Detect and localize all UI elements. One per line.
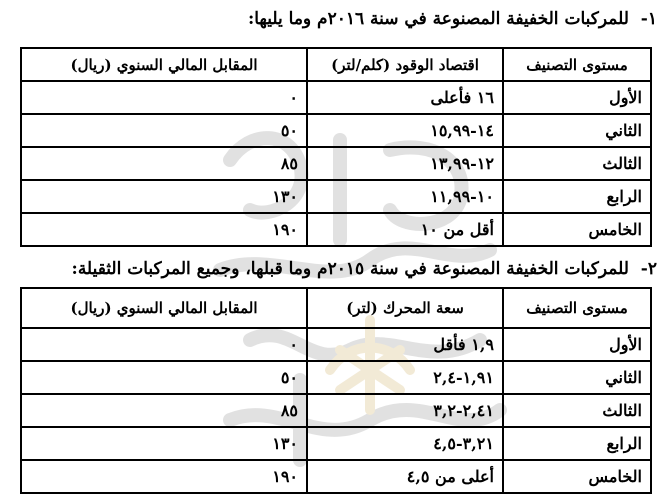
table-row [21,394,651,427]
column-header-fuel-economy: اقتصاد الوقود (كلم/لتر) [307,48,503,81]
table-row [21,328,651,361]
level-cell: الثالث [503,394,651,427]
fee-cell: ١٣٠ [21,427,307,460]
fee-cell: ٨٥ [21,147,307,180]
table-row [21,213,651,246]
column-header-annual-fee: المقابل المالي السنوي (ريال) [21,288,307,328]
table-row [21,180,651,213]
fee-cell: ٨٥ [21,394,307,427]
section1-number: ١- [640,9,657,29]
level-cell: الثاني [503,114,651,147]
table-row [21,361,651,394]
level-cell: الرابع [503,180,651,213]
level-cell: الأول [503,328,651,361]
table-header-row [21,48,651,81]
range-cell: ١,٩١-٢,٤ [307,361,503,394]
column-header-level: مستوى التصنيف [503,48,651,81]
engine-capacity-table [20,287,652,494]
level-cell: الثالث [503,147,651,180]
fee-cell: ٥٠ [21,114,307,147]
section2-heading [72,259,657,279]
fuel-economy-table [20,47,652,247]
column-header-annual-fee: المقابل المالي السنوي (ريال) [21,48,307,81]
table-header-row [21,288,651,328]
table-row [21,427,651,460]
table-row [21,114,651,147]
range-cell: ١٠-١١,٩٩ [307,180,503,213]
fee-cell: ٠ [21,328,307,361]
column-header-engine-capacity: سعة المحرك (لتر) [307,288,503,328]
table-row [21,81,651,114]
fee-cell: ١٣٠ [21,180,307,213]
range-cell: ٢,٤١-٣,٢ [307,394,503,427]
fee-cell: ١٩٠ [21,213,307,246]
level-cell: الأول [503,81,651,114]
level-cell: الرابع [503,427,651,460]
fee-cell: ٠ [21,81,307,114]
level-cell: الخامس [503,213,651,246]
table-row [21,460,651,493]
column-header-level: مستوى التصنيف [503,288,651,328]
section1-heading [248,9,657,29]
range-cell: ١٦ فأعلى [307,81,503,114]
range-cell: ١٤-١٥,٩٩ [307,114,503,147]
fee-cell: ١٩٠ [21,460,307,493]
range-cell: ٣,٢١-٤,٥ [307,427,503,460]
level-cell: الخامس [503,460,651,493]
section2-number: ٢- [640,259,657,279]
range-cell: أقل من ١٠ [307,213,503,246]
range-cell: أعلى من ٤,٥ [307,460,503,493]
range-cell: ١٢-١٣,٩٩ [307,147,503,180]
section1-title: للمركبات الخفيفة المصنوعة في سنة ٢٠١٦م وما يليها: [247,9,629,29]
section2-title: للمركبات الخفيفة المصنوعة في سنة ٢٠١٥م وما قبلها، وجميع المركبات الثقيلة: [71,259,629,279]
level-cell: الثاني [503,361,651,394]
range-cell: ١,٩ فأقل [307,328,503,361]
fee-cell: ٥٠ [21,361,307,394]
table-row [21,147,651,180]
